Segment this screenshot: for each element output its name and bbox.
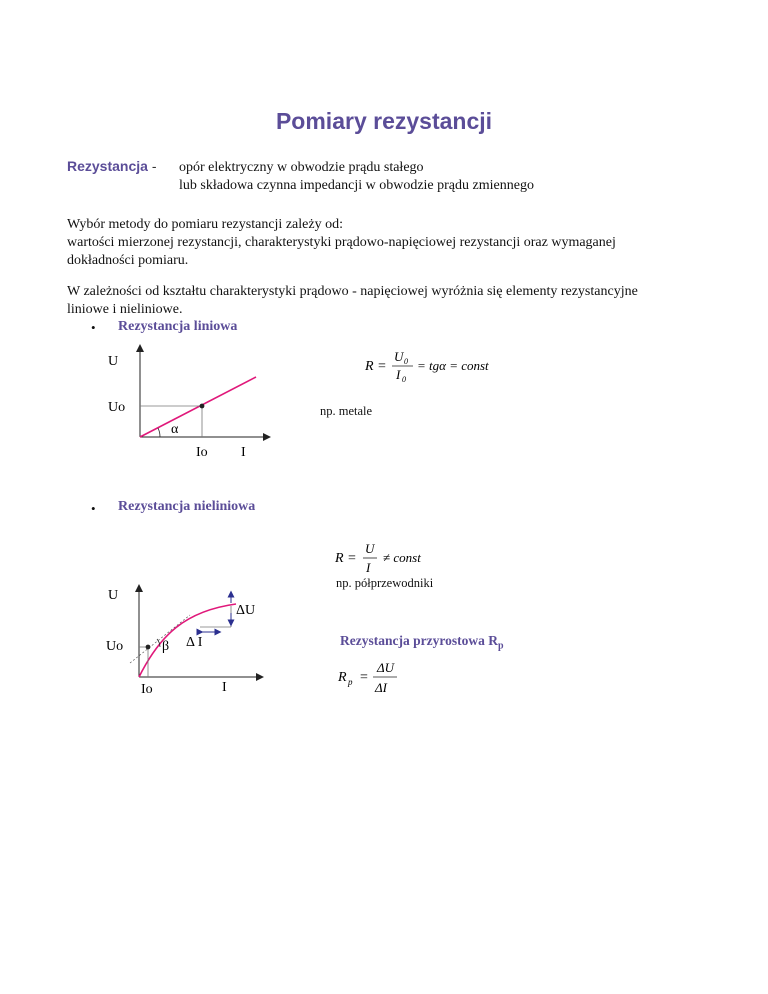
paragraph-method-line-3: dokładności pomiaru. bbox=[67, 253, 189, 268]
label-beta: β bbox=[162, 639, 170, 654]
linear-characteristic-diagram bbox=[100, 340, 300, 465]
incremental-heading-text: Rezystancja przyrostowa R bbox=[340, 633, 498, 648]
example-metals: np. metale bbox=[320, 404, 373, 418]
operating-point bbox=[200, 404, 205, 409]
formula-nl-r: R bbox=[335, 551, 344, 566]
example-semiconductors: np. półprzewodniki bbox=[336, 576, 434, 590]
bullet-linear: • bbox=[91, 320, 96, 335]
formula-incremental bbox=[336, 657, 426, 699]
paragraph-method-line-2: wartości mierzonej rezystancji, charakterystyki prądowo-napięciowej rezystancji oraz wymaganej bbox=[67, 235, 616, 250]
definition-term bbox=[67, 158, 157, 174]
page-title: Pomiary rezystancji bbox=[275, 108, 493, 134]
definition-line-2: lub składowa czynna impedancji w obwodzie prądu zmiennego bbox=[179, 178, 534, 193]
definition-line-1: opór elektryczny w obwodzie prądu stałego bbox=[179, 160, 424, 175]
paragraph-method-line-1: Wybór metody do pomiaru rezystancji zależy od: bbox=[67, 217, 343, 232]
formula-rp-eq: = bbox=[360, 670, 368, 685]
nonlinear-characteristic-diagram bbox=[100, 575, 280, 700]
formula-rp-sub: p bbox=[348, 677, 353, 687]
formula-delta-i: ΔI bbox=[375, 680, 387, 695]
definition-dash: - bbox=[151, 158, 157, 174]
heading-nonlinear-resistance: Rezystancja nieliniowa bbox=[118, 499, 256, 514]
label-delta-u: ΔU bbox=[236, 603, 256, 618]
nl-operating-point bbox=[146, 645, 151, 650]
formula-nl-rest: ≠ const bbox=[383, 550, 421, 565]
label-alpha: α bbox=[171, 422, 179, 437]
label-u: U bbox=[108, 354, 119, 369]
label-delta-i: Δ I bbox=[186, 635, 203, 650]
nl-label-u0: Uo bbox=[106, 639, 124, 654]
formula-u-sub: 0 bbox=[404, 357, 408, 366]
formula-u: U bbox=[394, 349, 404, 364]
formula-eq: = bbox=[378, 359, 386, 374]
formula-i: I bbox=[396, 367, 401, 382]
bullet-nonlinear: • bbox=[91, 501, 96, 516]
formula-nonlinear bbox=[333, 538, 473, 578]
linear-curve bbox=[140, 377, 256, 437]
formula-r: R bbox=[365, 359, 374, 374]
formula-rp: R bbox=[338, 670, 347, 685]
nl-label-i: I bbox=[222, 680, 227, 695]
formula-nl-i: I bbox=[366, 560, 371, 575]
nl-label-u: U bbox=[108, 588, 119, 603]
label-i: I bbox=[241, 445, 246, 460]
definition-term-text: Rezystancja bbox=[67, 158, 148, 174]
paragraph-shape-line-1: W zależności od kształtu charakterystyki prądowo - napięciowej wyróżnia się elementy rezystancyjne bbox=[67, 284, 638, 299]
formula-delta-u: ΔU bbox=[377, 660, 395, 675]
incremental-heading-sub: p bbox=[497, 640, 504, 652]
heading-linear-resistance: Rezystancja liniowa bbox=[118, 319, 238, 334]
formula-linear bbox=[362, 346, 502, 386]
heading-incremental-resistance bbox=[340, 633, 504, 652]
label-u0: Uo bbox=[108, 400, 126, 415]
alpha-arc bbox=[158, 428, 160, 437]
label-i0: Io bbox=[196, 445, 208, 460]
nl-label-i0: Io bbox=[141, 682, 153, 697]
formula-rest: = tgα = const bbox=[417, 358, 489, 373]
formula-i-sub: 0 bbox=[402, 375, 406, 384]
formula-nl-u: U bbox=[365, 541, 375, 556]
paragraph-shape-line-2: liniowe i nieliniowe. bbox=[67, 302, 183, 317]
formula-nl-eq: = bbox=[348, 551, 356, 566]
